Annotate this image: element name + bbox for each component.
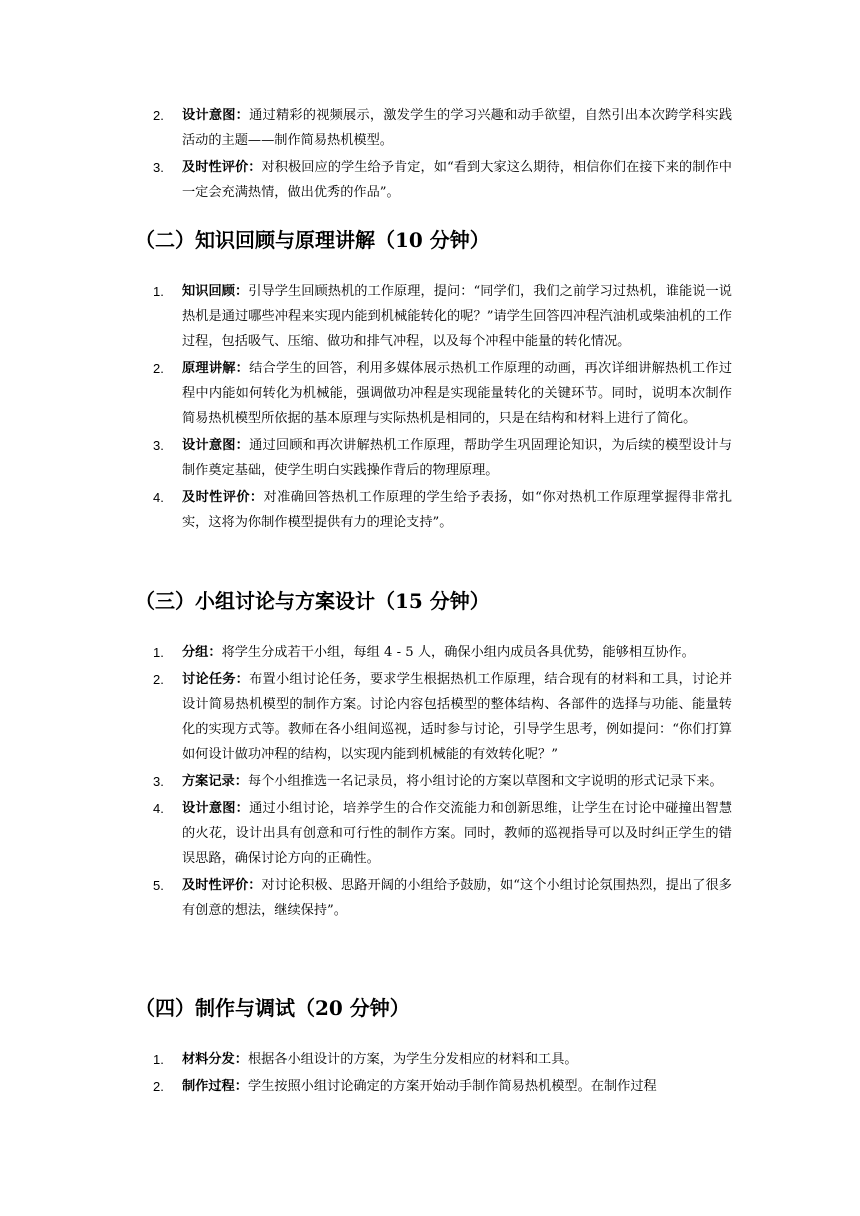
- list-item-text: 对积极回应的学生给予肯定，如“看到大家这么期待，相信你们在接下来的制作中一定会充满热情，做出优秀的作品”。: [182, 160, 732, 200]
- list-item-number: 1.: [153, 645, 164, 660]
- list-item-text: 将学生分成若干小组，每组 4 - 5 人，确保小组内成员各具优势，能够相互协作。: [221, 645, 695, 660]
- list-item: [0, 155, 860, 205]
- list-item-number: 2.: [153, 108, 164, 123]
- list-item-body: [182, 1074, 732, 1099]
- list-item: [0, 769, 860, 794]
- list-item-body: [182, 485, 732, 535]
- list-item: [0, 1074, 860, 1099]
- list-item-number: 2.: [153, 1079, 164, 1094]
- list-item-body: [182, 356, 732, 431]
- list-item-body: [182, 873, 732, 923]
- list-item: [0, 279, 860, 354]
- list-section-3: [0, 640, 860, 925]
- list-item-body: [182, 103, 732, 153]
- list-item-number: 3.: [153, 774, 164, 789]
- list-item-text: 对讨论积极、思路开阔的小组给予鼓励，如“这个小组讨论氛围热烈，提出了很多有创意的想法，继续保持”。: [182, 878, 732, 918]
- list-item-label: 及时性评价：: [182, 878, 262, 893]
- list-item-body: [182, 155, 732, 205]
- list-item-label: 分组：: [182, 645, 222, 660]
- list-item-body: [182, 1047, 732, 1072]
- list-item: [0, 667, 860, 767]
- list-item: [0, 640, 860, 665]
- list-item: [0, 873, 860, 923]
- list-item-number: 1.: [153, 1052, 164, 1067]
- section-heading-2: （二）知识回顾与原理讲解（10 分钟）: [135, 228, 490, 252]
- list-section-4: [0, 1047, 860, 1101]
- list-section-2: [0, 279, 860, 537]
- list-item-number: 3.: [153, 160, 164, 175]
- list-item-text: 通过小组讨论，培养学生的合作交流能力和创新思维，让学生在讨论中碰撞出智慧的火花，设计出具有创意和可行性的制作方案。同时，教师的巡视指导可以及时纠正学生的错误思路，确保讨论方向的正确性。: [182, 801, 733, 866]
- list-item-label: 原理讲解：: [182, 361, 250, 376]
- list-item-label: 方案记录：: [182, 774, 248, 789]
- list-item-text: 对准确回答热机工作原理的学生给予表扬，如“你对热机工作原理掌握得非常扎实，这将为你制作模型提供有力的理论支持”。: [182, 490, 733, 530]
- list-item-label: 知识回顾：: [182, 284, 249, 299]
- list-item: [0, 1047, 860, 1072]
- list-item-number: 3.: [153, 438, 164, 453]
- list-item-text: 每个小组推选一名记录员，将小组讨论的方案以草图和文字说明的形式记录下来。: [247, 774, 723, 789]
- list-item-body: [182, 640, 732, 665]
- list-item-text: 学生按照小组讨论确定的方案开始动手制作简易热机模型。在制作过程: [247, 1079, 657, 1094]
- list-item-text: 根据各小组设计的方案，为学生分发相应的材料和工具。: [247, 1052, 578, 1067]
- list-item-text: 引导学生回顾热机的工作原理，提问：“同学们，我们之前学习过热机，谁能说一说热机是通过哪些冲程来实现内能到机械能转化的呢？”请学生回答四冲程汽油机或柴油机的工作过程，包括吸气、压缩、做功和排气冲程，以及每个冲程中能量的转化情况。: [182, 284, 732, 349]
- list-item-label: 设计意图：: [182, 801, 250, 816]
- list-item: [0, 103, 860, 153]
- list-item-body: [182, 433, 732, 483]
- list-item-label: 讨论任务：: [182, 672, 250, 687]
- list-item: [0, 485, 860, 535]
- list-item-text: 布置小组讨论任务，要求学生根据热机工作原理，结合现有的材料和工具，讨论并设计简易热机模型的制作方案。讨论内容包括模型的整体结构、各部件的选择与功能、能量转化的实现方式等。教师在各小组间巡视，适时参与讨论，引导学生思考，例如提问：“你们打算如何设计做功冲程的结构，以实现内能到机械能的有效转化呢？”: [182, 672, 733, 762]
- list-item-number: 2.: [153, 672, 164, 687]
- list-item: [0, 356, 860, 431]
- list-item-number: 2.: [153, 361, 164, 376]
- list-item-body: [182, 279, 732, 354]
- list-item: [0, 796, 860, 871]
- list-item-number: 4.: [153, 801, 164, 816]
- list-item-text: 通过回顾和再次讲解热机工作原理，帮助学生巩固理论知识，为后续的模型设计与制作奠定基础，使学生明白实践操作背后的物理原理。: [182, 438, 733, 478]
- section-heading-4: （四）制作与调试（20 分钟）: [135, 996, 410, 1020]
- list-item-number: 1.: [153, 284, 164, 299]
- list-item-text: 结合学生的回答，利用多媒体展示热机工作原理的动画，再次详细讲解热机工作过程中内能如何转化为机械能，强调做功冲程是实现能量转化的关键环节。同时，说明本次制作简易热机模型所依据的基本原理与实际热机是相同的，只是在结构和材料上进行了简化。: [182, 361, 733, 426]
- list-item-body: [182, 667, 732, 767]
- list-item-body: [182, 769, 732, 794]
- list-item-label: 设计意图：: [182, 438, 250, 453]
- list-item-text: 通过精彩的视频展示，激发学生的学习兴趣和动手欲望，自然引出本次跨学科实践活动的主题——制作简易热机模型。: [182, 108, 733, 148]
- list-item-body: [182, 796, 732, 871]
- list-intro-continued: [0, 103, 860, 207]
- list-item-label: 制作过程：: [182, 1079, 248, 1094]
- list-item-label: 材料分发：: [182, 1052, 248, 1067]
- list-item-label: 设计意图：: [182, 108, 250, 123]
- section-heading-3: （三）小组讨论与方案设计（15 分钟）: [135, 589, 490, 613]
- list-item-number: 4.: [153, 490, 164, 505]
- list-item: [0, 433, 860, 483]
- list-item-label: 及时性评价：: [182, 490, 264, 505]
- list-item-label: 及时性评价：: [182, 160, 262, 175]
- list-item-number: 5.: [153, 878, 164, 893]
